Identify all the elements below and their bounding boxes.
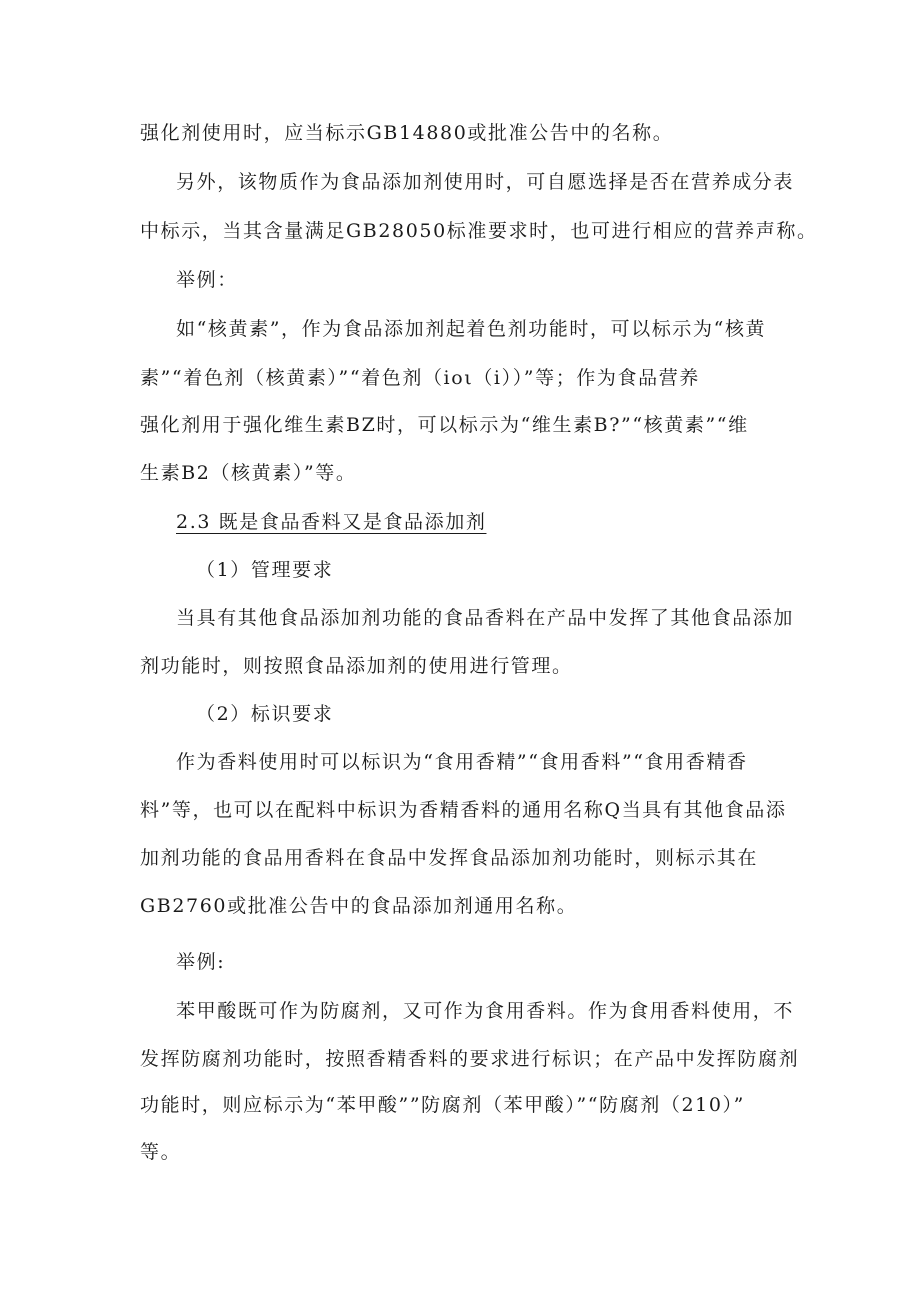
paragraph-line: 苯甲酸既可作为防腐剂，又可作为食用香料。作为食用香料使用，不 (176, 1000, 795, 1022)
paragraph-line: 强化剂用于强化维生素BZ时，可以标示为“维生素B?”“核黄素”“维 (140, 414, 749, 436)
paragraph-line: 中标示，当其含量满足GB28050标准要求时，也可进行相应的营养声称。 (140, 220, 818, 242)
paragraph-line: 当具有其他食品添加剂功能的食品香料在产品中发挥了其他食品添加 (176, 607, 795, 629)
paragraph-line: 功能时，则应标示为“苯甲酸””防腐剂（苯甲酸）”“防腐剂（210）” (140, 1094, 745, 1116)
paragraph-line: 强化剂使用时，应当标示GB14880或批准公告中的名称。 (140, 122, 674, 144)
paragraph-line: 作为香料使用时可以标识为“食用香精”“食用香料”“食用香精香 (176, 751, 748, 773)
paragraph-line: 料”等，也可以在配料中标识为香精香料的通用名称Q当具有其他食品添 (140, 799, 787, 821)
section-heading: 2.3 既是食品香料又是食品添加剂 (176, 511, 487, 533)
paragraph-line: 发挥防腐剂功能时，按照香精香料的要求进行标识；在产品中发挥防腐剂 (140, 1048, 800, 1070)
paragraph-line: 如“核黄素”，作为食品添加剂起着色剂功能时，可以标示为“核黄 (176, 318, 767, 340)
paragraph-line: 另外，该物质作为食品添加剂使用时，可自愿选择是否在营养成分表 (176, 171, 795, 193)
paragraph-line: 剂功能时，则按照食品添加剂的使用进行管理。 (140, 655, 573, 677)
paragraph-line: GB2760或批准公告中的食品添加剂通用名称。 (140, 895, 578, 917)
example-label: 举例: (176, 951, 226, 973)
paragraph-line: 生素B2（核黄素）”等。 (140, 462, 357, 484)
paragraph-line: 加剂功能的食品用香料在食品中发挥食品添加剂功能时，则标示其在 (140, 847, 759, 869)
paragraph-line: 等。 (140, 1141, 182, 1163)
paragraph-line: 素”“着色剂（核黄素）”“着色剂（ioι（i））”等；作为食品营养 (140, 367, 700, 389)
subsection-heading: （1）管理要求 (196, 559, 334, 581)
example-label: 举例： (176, 269, 238, 291)
subsection-heading: （2）标识要求 (196, 703, 334, 725)
